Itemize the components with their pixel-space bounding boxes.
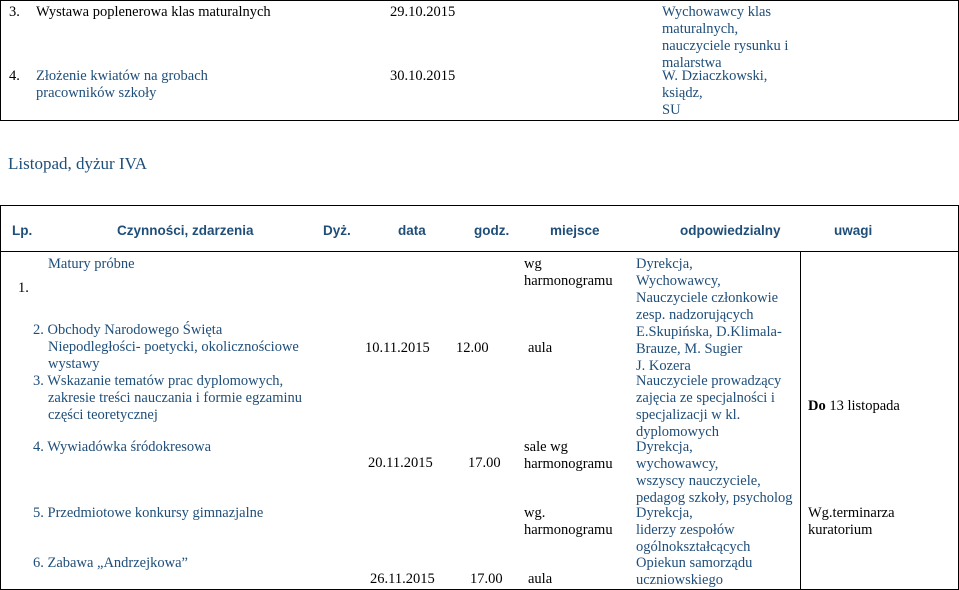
resp-3-line-2: zajęcia ze specjalności i — [636, 390, 775, 406]
header-czynnosci: Czynności, zdarzenia — [117, 223, 254, 238]
activity-5: 5. Przedmiotowe konkursy gimnazjalne — [33, 505, 264, 521]
resp-1-line-1: Dyrekcja, — [636, 256, 693, 272]
date-1: 10.11.2015 — [365, 340, 430, 356]
time-2: 17.00 — [468, 455, 501, 471]
resp-5-line-3: ogólnokształcących — [636, 539, 751, 555]
place-4-line-1: wg. — [524, 505, 546, 521]
note-1 — [808, 398, 900, 415]
place-3-line-1: sale wg — [524, 439, 568, 455]
activity-1: Matury próbne — [48, 256, 135, 272]
top-row-4-resp-2: ksiądz, — [662, 85, 703, 101]
resp-6-line-1: Opiekun samorządu — [636, 555, 753, 571]
top-row-3-resp-3: nauczyciele rysunku i — [662, 38, 789, 54]
note-1-bold: Do — [808, 398, 826, 414]
time-3: 17.00 — [470, 571, 503, 587]
note-2-line-2: kuratorium — [808, 522, 873, 538]
header-lp: Lp. — [12, 223, 33, 238]
header-miejsce: miejsce — [550, 223, 600, 238]
resp-5-line-2: liderzy zespołów — [636, 522, 735, 538]
header-godz: godz. — [474, 223, 510, 238]
resp-1-line-2: Wychowawcy, — [636, 273, 721, 289]
resp-2-line-3: J. Kozera — [636, 358, 691, 374]
resp-3-line-3: specjalizacji w kl. — [636, 407, 741, 423]
resp-5-line-1: Dyrekcja, — [636, 505, 693, 521]
activity-2-line-1: 2. Obchody Narodowego Święta — [33, 322, 223, 338]
date-2: 20.11.2015 — [368, 455, 433, 471]
activity-2-line-2: Niepodległości- poetycki, okolicznościowe — [48, 339, 299, 355]
note-1-text: 13 listopada — [825, 398, 900, 414]
top-row-4-event-1: Złożenie kwiatów na grobach — [36, 68, 208, 84]
time-1: 12.00 — [456, 340, 489, 356]
top-row-3-date: 29.10.2015 — [390, 4, 456, 20]
top-row-4-number: 4. — [9, 68, 20, 84]
resp-2-line-2: Brauze, M. Sugier — [636, 341, 743, 357]
top-row-3-event: Wystawa poplenerowa klas maturalnych — [36, 4, 271, 20]
top-row-3-number: 3. — [9, 4, 20, 20]
resp-1-line-4: zesp. nadzorujących — [636, 307, 754, 323]
header-dyz: Dyż. — [323, 223, 351, 238]
note-2-line-1: Wg.terminarza — [808, 505, 895, 521]
resp-4-line-1: Dyrekcja, — [636, 439, 693, 455]
top-row-3-resp-1: Wychowawcy klas — [662, 4, 772, 20]
resp-3-line-4: dyplomowych — [636, 424, 719, 440]
header-uwagi: uwagi — [834, 223, 873, 238]
place-1-line-1: wg — [524, 256, 542, 272]
resp-2-line-1: E.Skupińska, D.Klimala- — [636, 324, 782, 340]
resp-3-line-1: Nauczyciele prowadzący — [636, 373, 782, 389]
place-4-line-2: harmonogramu — [524, 522, 613, 538]
row-number: 1. — [18, 280, 29, 296]
activity-6: 6. Zabawa „Andrzejkowa” — [33, 555, 188, 571]
place-1-line-2: harmonogramu — [524, 273, 613, 289]
top-row-3-resp-4: malarstwa — [662, 55, 722, 71]
resp-1-line-3: Nauczyciele członkowie — [636, 290, 779, 306]
activity-2-line-3: wystawy — [48, 356, 100, 372]
activity-4: 4. Wywiadówka śródokresowa — [33, 439, 212, 455]
resp-4-line-4: pedagog szkoły, psycholog — [636, 490, 793, 506]
place-2: aula — [528, 340, 553, 356]
header-data: data — [398, 223, 426, 238]
header-odpowiedzialny: odpowiedzialny — [680, 223, 781, 238]
resp-4-line-2: wychowawcy, — [636, 456, 719, 472]
section-title: Listopad, dyżur IVA — [8, 154, 147, 173]
top-row-3-resp-2: maturalnych, — [662, 21, 739, 37]
resp-4-line-3: wszyscy nauczyciele, — [636, 473, 761, 489]
top-row-4-date: 30.10.2015 — [390, 68, 456, 84]
date-3: 26.11.2015 — [370, 571, 435, 587]
place-3-line-2: harmonogramu — [524, 456, 613, 472]
top-row-4-resp-3: SU — [662, 102, 681, 118]
resp-6-line-2: uczniowskiego — [636, 572, 723, 588]
top-row-4-resp-1: W. Dziaczkowski, — [662, 68, 768, 84]
place-5: aula — [528, 571, 553, 587]
activity-3-line-1: 3. Wskazanie tematów prac dyplomowych, — [33, 373, 284, 389]
activity-3-line-2: zakresie treści nauczania i formie egzaminu — [48, 390, 303, 406]
activity-3-line-3: części teoretycznej — [48, 407, 158, 423]
top-row-4-event-2: pracowników szkoły — [36, 85, 157, 101]
